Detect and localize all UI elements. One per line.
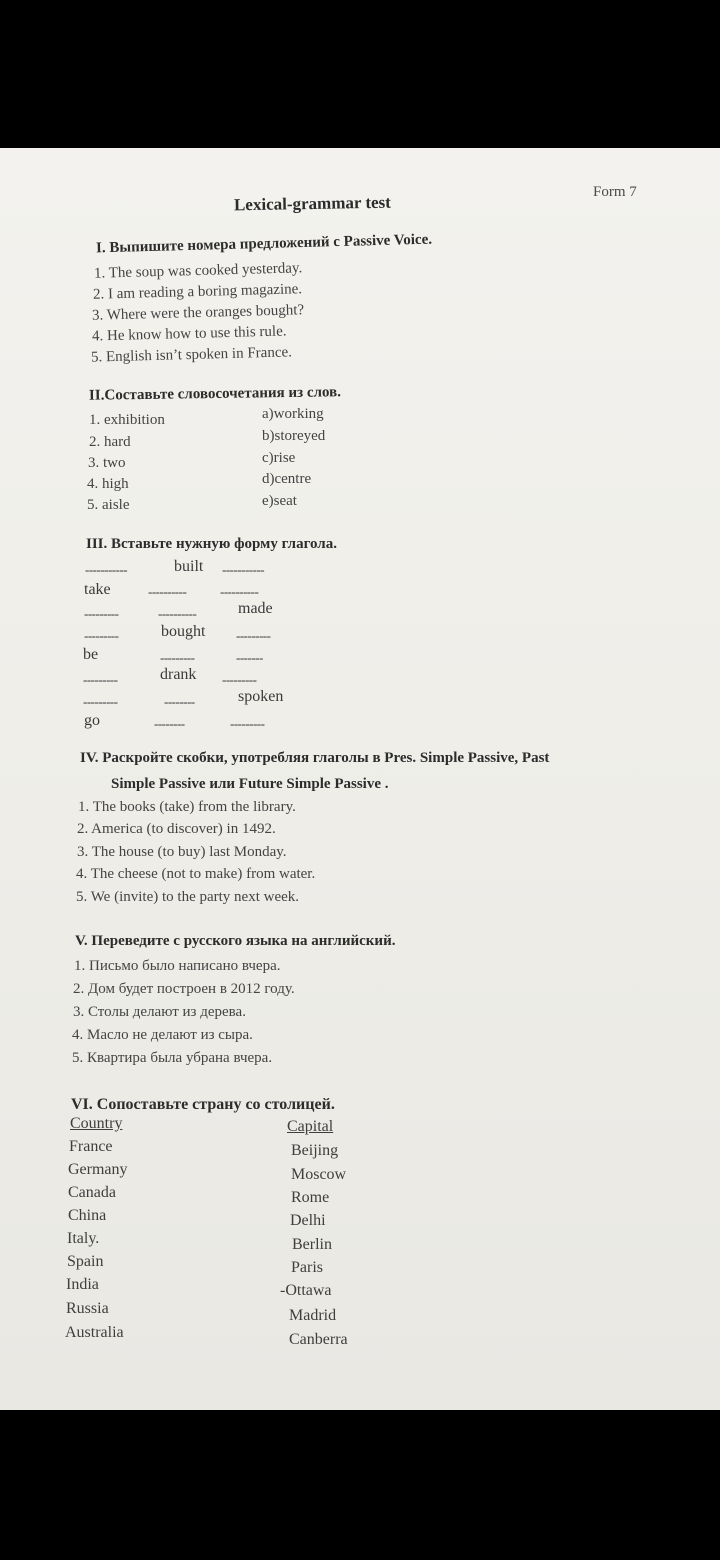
- section-6-heading: VI. Сопоставьте страну со столицей.: [71, 1096, 335, 1113]
- verb-form-cell: ---------: [222, 672, 257, 687]
- verb-form-cell: bought: [161, 623, 206, 640]
- capital-column-header: Capital: [287, 1118, 334, 1135]
- match-left-item: 4. high: [87, 476, 129, 492]
- verb-form-cell: ---------: [230, 716, 265, 731]
- match-left-item: 5. aisle: [87, 497, 130, 513]
- capital-item: Delhi: [290, 1212, 326, 1229]
- country-item: France: [69, 1138, 113, 1155]
- country-item: Italy.: [67, 1230, 100, 1247]
- country-column-header: Country: [70, 1115, 123, 1132]
- section-5-item: 2. Дом будет построен в 2012 году.: [73, 981, 295, 997]
- country-item: Russia: [66, 1300, 109, 1317]
- country-item: India: [66, 1276, 99, 1293]
- section-5-item: 4. Масло не делают из сыра.: [72, 1027, 253, 1043]
- verb-form-cell: take: [84, 581, 111, 598]
- section-2-heading: II.Составьте словосочетания из слов.: [88, 384, 342, 404]
- section-3-heading: III. Вставьте нужную форму глагола.: [86, 536, 337, 552]
- match-right-item: e)seat: [262, 493, 297, 509]
- capital-item: -Ottawa: [280, 1282, 332, 1299]
- section-1-item: 5. English isn’t spoken in France.: [90, 344, 293, 366]
- capital-item: Madrid: [289, 1307, 337, 1324]
- verb-form-cell: made: [238, 600, 273, 617]
- verb-form-cell: ---------: [160, 650, 195, 665]
- verb-form-cell: ---------: [84, 628, 119, 643]
- verb-form-cell: be: [83, 646, 99, 663]
- country-item: Spain: [67, 1253, 104, 1270]
- match-right-item: a)working: [262, 406, 324, 422]
- capital-item: Moscow: [291, 1166, 347, 1183]
- country-item: Canada: [68, 1184, 116, 1201]
- country-item: Germany: [68, 1161, 128, 1178]
- capital-item: Berlin: [292, 1236, 332, 1253]
- match-left-item: 1. exhibition: [89, 412, 165, 428]
- verb-form-cell: go: [84, 712, 100, 729]
- section-4-item: 1. The books (take) from the library.: [78, 799, 296, 815]
- section-4-item: 2. America (to discover) in 1492.: [77, 821, 276, 837]
- verb-form-cell: -------: [236, 650, 263, 665]
- section-4-heading-line2: Simple Passive или Future Simple Passive .: [111, 776, 389, 792]
- section-4-item: 3. The house (to buy) last Monday.: [77, 844, 287, 860]
- form-label: Form 7: [593, 184, 637, 200]
- test-paper: [0, 148, 720, 1410]
- verb-form-cell: ----------: [158, 606, 197, 621]
- verb-form-cell: ----------: [148, 584, 187, 599]
- section-5-item: 3. Столы делают из дерева.: [73, 1004, 246, 1020]
- capital-item: Rome: [291, 1189, 330, 1206]
- capital-item: Beijing: [291, 1142, 339, 1159]
- section-5-heading: V. Переведите с русского языка на английский.: [75, 933, 396, 949]
- capital-item: Canberra: [289, 1331, 348, 1348]
- verb-form-cell: ---------: [83, 694, 118, 709]
- match-left-item: 2. hard: [89, 434, 131, 450]
- section-1-item: 3. Where were the oranges bought?: [91, 302, 305, 324]
- verb-form-cell: ---------: [83, 672, 118, 687]
- section-4-item: 4. The cheese (not to make) from water.: [76, 866, 316, 882]
- verb-form-cell: ---------: [236, 628, 271, 643]
- section-1-item: 4. He know how to use this rule.: [91, 323, 287, 345]
- verb-form-cell: ---------: [84, 606, 119, 621]
- country-item: China: [68, 1207, 107, 1224]
- section-1-heading: I. Выпишите номера предложений с Passive Voice.: [95, 231, 433, 257]
- section-5-item: 1. Письмо было написано вчера.: [74, 958, 281, 974]
- match-right-item: c)rise: [262, 450, 296, 466]
- verb-form-cell: ----------: [220, 584, 259, 599]
- section-4-heading: IV. Раскройте скобки, употребляя глаголы в Pres. Simple Passive, Past: [80, 750, 550, 766]
- verb-form-cell: --------: [164, 694, 195, 709]
- match-right-item: b)storeyed: [262, 428, 326, 444]
- section-5-item: 5. Квартира была убрана вчера.: [72, 1050, 273, 1066]
- country-item: Australia: [65, 1324, 124, 1341]
- page-title: Lexical-grammar test: [233, 192, 392, 215]
- section-1-item: 2. I am reading a boring magazine.: [92, 281, 303, 303]
- verb-form-cell: spoken: [238, 688, 284, 705]
- section-1-item: 1. The soup was cooked yesterday.: [93, 260, 303, 282]
- verb-form-cell: -----------: [222, 562, 265, 577]
- verb-form-cell: -----------: [85, 562, 128, 577]
- verb-form-cell: built: [174, 558, 204, 575]
- match-right-item: d)centre: [262, 471, 312, 487]
- match-left-item: 3. two: [88, 455, 126, 471]
- verb-form-cell: drank: [160, 666, 197, 683]
- verb-form-cell: --------: [154, 716, 185, 731]
- capital-item: Paris: [291, 1259, 323, 1276]
- section-4-item: 5. We (invite) to the party next week.: [76, 889, 300, 905]
